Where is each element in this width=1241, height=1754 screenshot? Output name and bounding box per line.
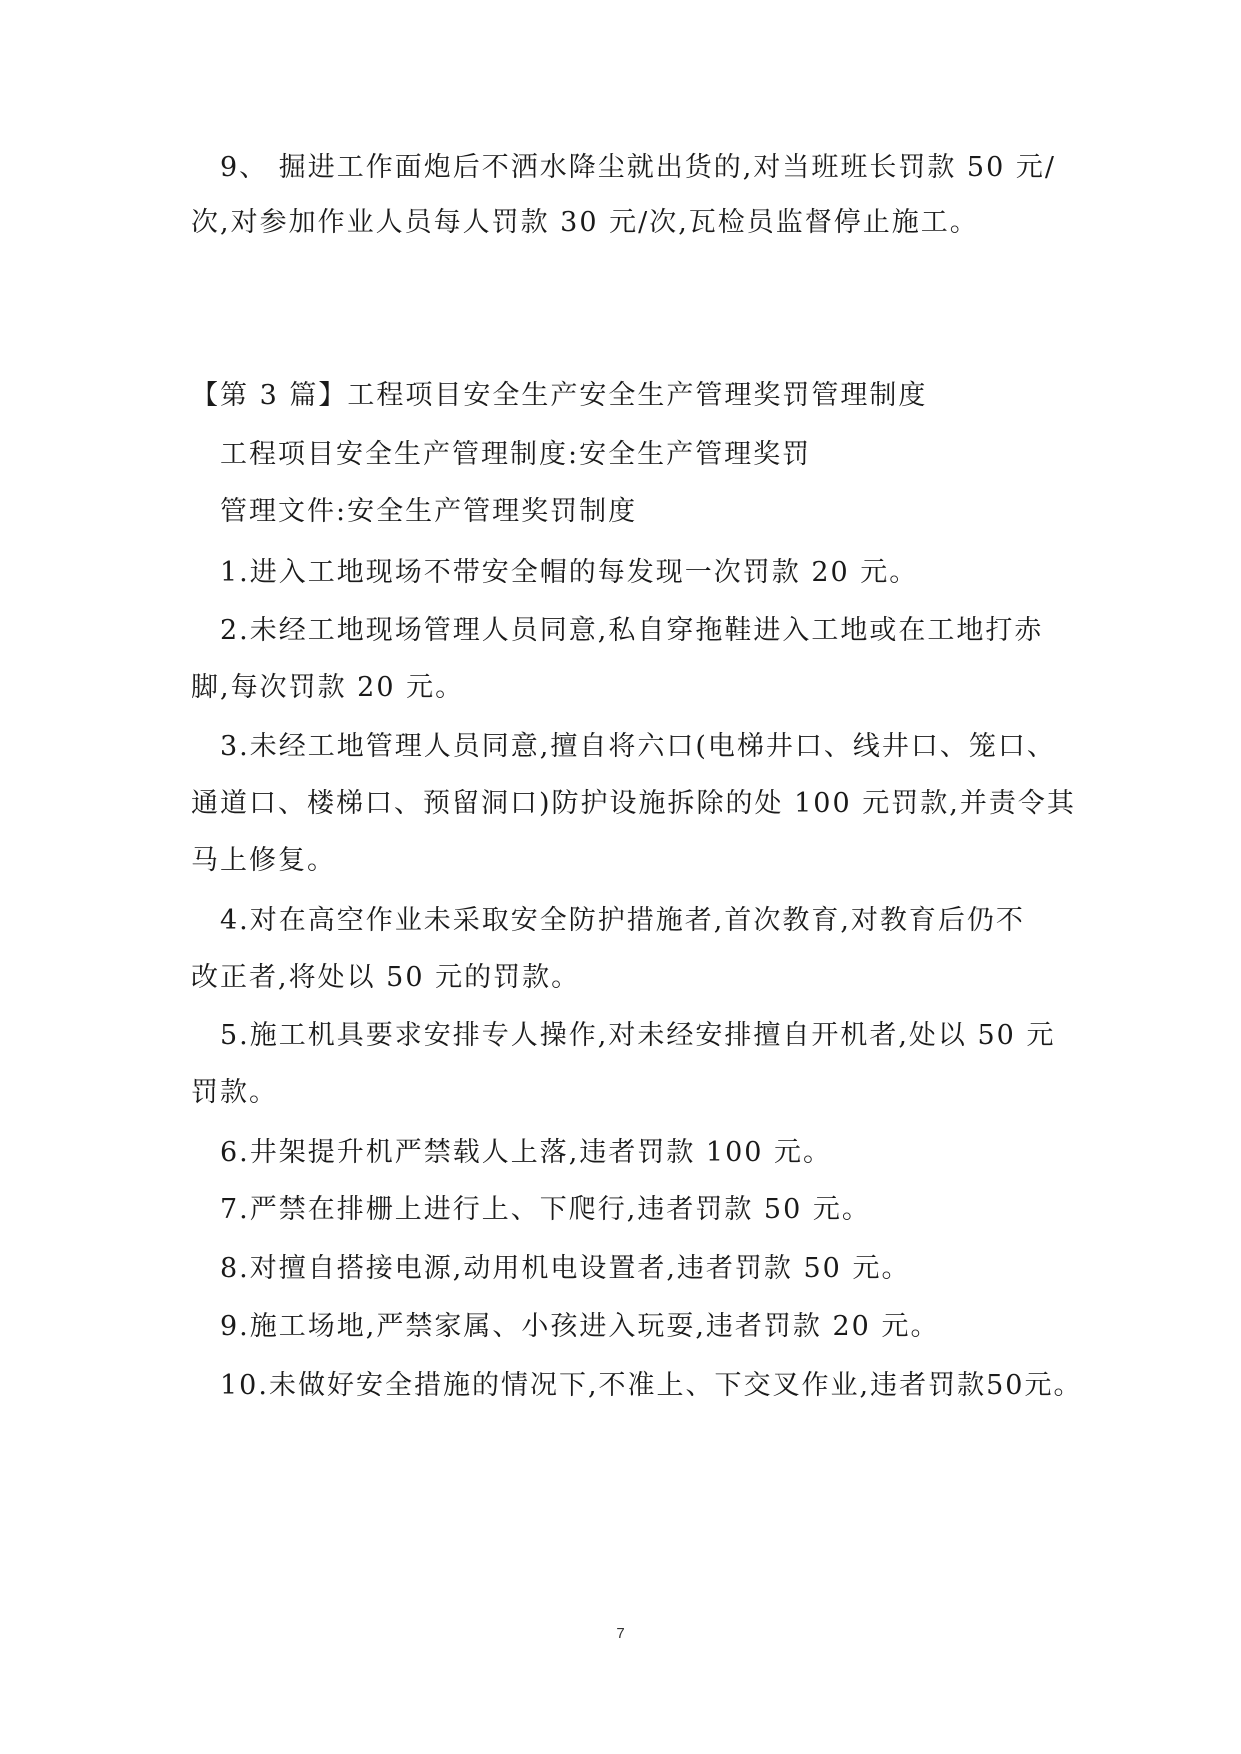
rule-item-2-line-1: 2.未经工地现场管理人员同意,私自穿拖鞋进入工地或在工地打赤 <box>220 615 1044 646</box>
rule-item-10: 10.未做好安全措施的情况下,不准上、下交叉作业,违者罚款50元。 <box>220 1370 1083 1401</box>
rule-item-5-line-1: 5.施工机具要求安排专人操作,对未经安排擅自开机者,处以 50 元 <box>220 1020 1056 1051</box>
rule-item-3-line-2: 通道口、楼梯口、预留洞口)防护设施拆除的处 100 元罚款,并责令其 <box>191 788 1076 819</box>
page-number: 7 <box>616 1625 625 1642</box>
paragraph-9-line-1: 9、 掘进工作面炮后不洒水降尘就出货的,对当班班长罚款 50 元/ <box>220 152 1056 183</box>
rule-item-2-line-2: 脚,每次罚款 20 元。 <box>191 672 465 703</box>
rule-item-8: 8.对擅自搭接电源,动用机电设置者,违者罚款 50 元。 <box>220 1253 911 1284</box>
rule-item-5-line-2: 罚款。 <box>191 1077 278 1108</box>
intro-line-1: 工程项目安全生产管理制度:安全生产管理奖罚 <box>220 439 812 470</box>
rule-item-7: 7.严禁在排栅上进行上、下爬行,违者罚款 50 元。 <box>220 1194 871 1225</box>
rule-item-9: 9.施工场地,严禁家属、小孩进入玩耍,违者罚款 20 元。 <box>220 1311 940 1342</box>
rule-item-4-line-2: 改正者,将处以 50 元的罚款。 <box>191 962 581 993</box>
paragraph-9-line-2: 次,对参加作业人员每人罚款 30 元/次,瓦检员监督停止施工。 <box>191 207 979 238</box>
rule-item-1: 1.进入工地现场不带安全帽的每发现一次罚款 20 元。 <box>220 557 919 588</box>
rule-item-3-line-1: 3.未经工地管理人员同意,擅自将六口(电梯井口、线井口、笼口、 <box>220 731 1056 762</box>
rule-item-3-line-3: 马上修复。 <box>191 845 336 876</box>
rule-item-6: 6.井架提升机严禁载人上落,违者罚款 100 元。 <box>220 1137 833 1168</box>
section-title: 【第 3 篇】工程项目安全生产安全生产管理奖罚管理制度 <box>191 380 928 411</box>
intro-line-2: 管理文件:安全生产管理奖罚制度 <box>220 496 638 527</box>
rule-item-4-line-1: 4.对在高空作业未采取安全防护措施者,首次教育,对教育后仍不 <box>220 905 1025 936</box>
